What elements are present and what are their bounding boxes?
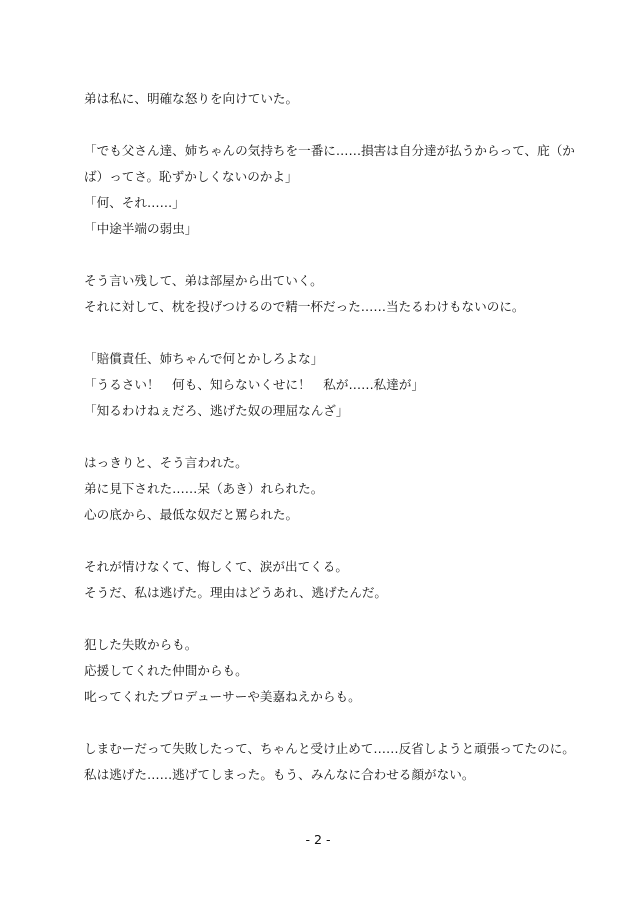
text-line: 「知るわけねぇだろ、逃げた奴の理屈なんざ」 [84,403,349,418]
text-line: それが情けなくて、悔しくて、涙が出てくる。 [84,559,348,574]
text-line: 弟は私に、明確な怒りを向けていた。 [84,91,299,106]
text-line: 心の底から、最低な奴だと罵られた。 [84,507,299,522]
text-line: それに対して、枕を投げつけるので精一杯だった……当たるわけもないのに。 [84,299,525,314]
text-line: 弟に見下された……呆（あき）れられた。 [84,481,324,496]
text-line: しまむーだって失敗したって、ちゃんと受け止めて……反省しようと頑張ってたのに。 [84,741,575,756]
text-line: 「中途半端の弱虫」 [84,221,198,236]
text-line: そうだ、私は逃げた。理由はどうあれ、逃げたんだ。 [84,585,388,600]
text-line: ば）ってさ。恥ずかしくないのかよ」 [84,169,298,184]
text-line: 「何、それ……」 [84,195,185,210]
text-line: 「賠償責任、姉ちゃんで何とかしろよな」 [84,351,324,366]
text-line: 犯した失敗からも。 [84,637,198,652]
text-line: 応援してくれた仲間からも。 [84,663,248,678]
text-line: 「うるさい！ 何も、知らないくせに！ 私が……私達が」 [84,377,425,392]
text-line: そう言い残して、弟は部屋から出ていく。 [84,273,323,288]
text-line: はっきりと、そう言われた。 [84,455,248,470]
text-line: 「でも父さん達、姉ちゃんの気持ちを一番に……損害は自分達が払うからって、庇（か [84,143,575,158]
text-line: 叱ってくれたプロデューサーや美嘉ねえからも。 [84,689,361,704]
page-number: - 2 - [305,832,331,847]
text-line: 私は逃げた……逃げてしまった。もう、みんなに合わせる顔がない。 [84,767,475,782]
